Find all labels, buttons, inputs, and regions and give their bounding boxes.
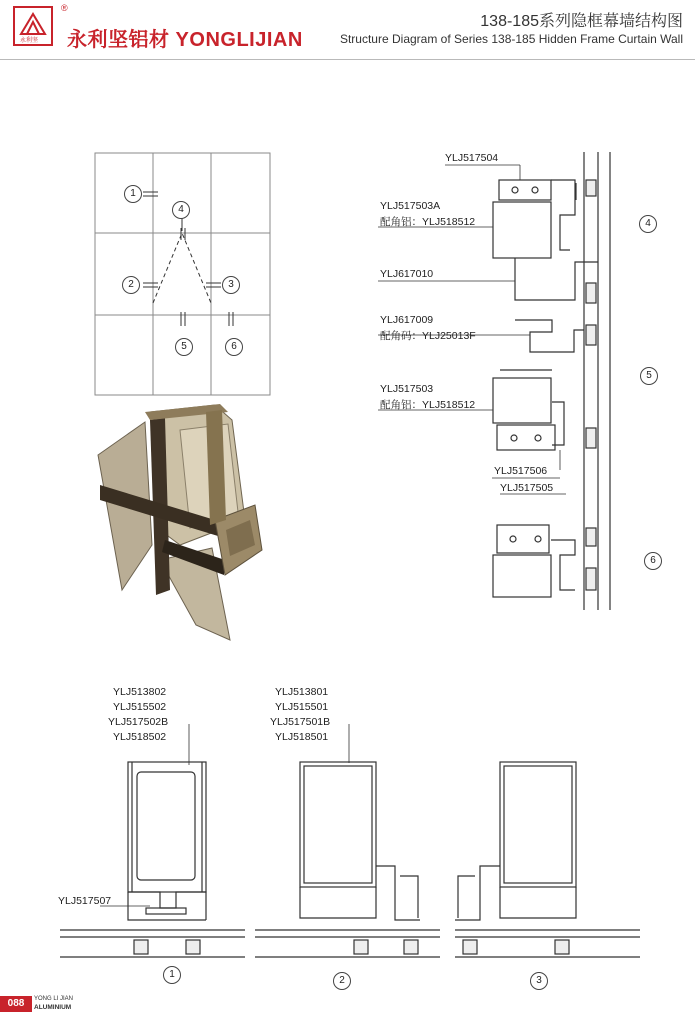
horizontal-section-1 [60, 724, 245, 957]
h2-label-2: YLJ515501 [275, 701, 329, 713]
page-title-cn: 138-185系列隐框幕墙结构图 [480, 13, 683, 30]
h1-label-4: YLJ518502 [113, 731, 167, 743]
label-ylj517503: YLJ517503 [380, 383, 434, 395]
label-ylj617010: YLJ617010 [380, 268, 434, 280]
h1-label-3: YLJ517502B [108, 716, 169, 728]
logo-caption: 永利坚 [20, 38, 39, 44]
h1-label-1: YLJ513802 [113, 686, 167, 698]
render-3d-illustration [98, 404, 262, 640]
section-marker-1: 1 [163, 966, 181, 984]
label-ylj517506: YLJ517506 [494, 465, 548, 477]
elevation-grid [95, 153, 270, 395]
label-ylj517503a: YLJ517503A [380, 200, 441, 212]
marker-5: 5 [175, 338, 193, 356]
brand-name: 永利坚铝材 YONGLIJIAN [67, 29, 303, 51]
marker-1: 1 [124, 185, 142, 203]
h2-label-1: YLJ513801 [275, 686, 329, 698]
footer-brand-line: YONG LI JIAN [34, 996, 74, 1002]
h1-label-2: YLJ515502 [113, 701, 167, 713]
label-corner-bracket: 配角码：YLJ25013F [380, 330, 476, 342]
footer-aluminium-line: ALUMINIUM [34, 1004, 72, 1011]
section-marker-2: 2 [333, 972, 351, 990]
label-ylj517505: YLJ517505 [500, 482, 554, 494]
page-title-en: Structure Diagram of Series 138-185 Hidden Frame Curtain Wall [339, 32, 683, 46]
section-marker-6: 6 [644, 552, 662, 570]
marker-3: 3 [222, 276, 240, 294]
section-marker-3: 3 [530, 972, 548, 990]
h2-label-4: YLJ518501 [275, 731, 329, 743]
label-ylj617009: YLJ617009 [380, 314, 434, 326]
marker-6: 6 [225, 338, 243, 356]
label-corner-aluminum-2: 配角铝：YLJ518512 [380, 399, 476, 411]
section-marker-4: 4 [639, 215, 657, 233]
marker-4: 4 [172, 201, 190, 219]
registered-mark: ® [61, 3, 68, 13]
h1-bottom-label: YLJ517507 [58, 895, 112, 907]
horizontal-section-3 [455, 762, 640, 957]
h2-label-3: YLJ517501B [270, 716, 331, 728]
page-number: 088 [0, 996, 32, 1012]
label-ylj517504: YLJ517504 [445, 152, 499, 164]
section-marker-5: 5 [640, 367, 658, 385]
marker-2: 2 [122, 276, 140, 294]
label-corner-aluminum-1: 配角铝：YLJ518512 [380, 216, 476, 228]
horizontal-section-2 [255, 724, 440, 957]
